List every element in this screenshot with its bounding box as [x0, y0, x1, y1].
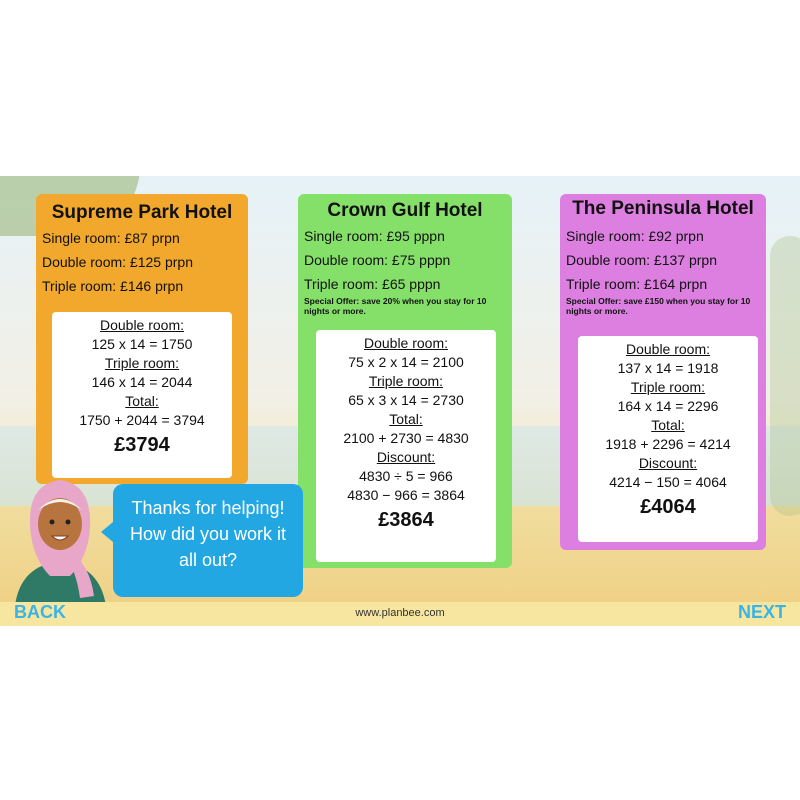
next-button[interactable]: NEXT	[737, 602, 786, 622]
character-avatar	[10, 466, 110, 606]
hotel-card-peninsula	[560, 194, 766, 550]
hotel-rate-double: Double room: £137 prpn	[566, 252, 717, 268]
hotel-rate-double: Double room: £75 pppn	[304, 252, 451, 268]
working-heading: Total:	[651, 417, 685, 433]
hotel-rate-triple: Triple room: £146 prpn	[42, 278, 184, 294]
working-heading: Double room:	[99, 317, 185, 333]
hotel-name: Crown Gulf Hotel	[327, 200, 483, 221]
working-panel	[52, 312, 232, 478]
hotel-rate-double: Double room: £125 prpn	[42, 254, 193, 270]
hotel-rate-triple: Triple room: £65 pppn	[304, 276, 441, 292]
palm-trunk-decoration	[770, 236, 800, 516]
footer-bar	[0, 602, 800, 626]
working-heading: Triple room:	[630, 379, 706, 395]
working-line: 4214 − 150 = 4064	[609, 474, 727, 490]
working-panel	[316, 330, 496, 562]
hotel-rate-triple: Triple room: £164 prpn	[566, 276, 708, 292]
working-line: 4830 ÷ 5 = 966	[359, 468, 453, 484]
hotel-card-supreme-park	[36, 194, 248, 484]
working-line: 164 x 14 = 2296	[617, 398, 719, 414]
working-line: 2100 + 2730 = 4830	[343, 430, 469, 446]
working-heading: Triple room:	[104, 355, 180, 371]
slide	[0, 176, 800, 626]
website-url: www.planbee.com	[355, 607, 445, 619]
speech-line: Thanks for helping!	[131, 498, 285, 518]
working-heading: Total:	[125, 393, 159, 409]
working-heading: Double room:	[363, 335, 449, 351]
working-panel	[578, 336, 758, 542]
working-heading: Double room:	[625, 341, 711, 357]
working-line: 75 x 2 x 14 = 2100	[348, 354, 464, 370]
special-offer: Special Offer: save £150 when you stay for 10 nights or more.	[566, 296, 751, 316]
hotel-rate-single: Single room: £87 prpn	[42, 230, 180, 246]
working-line: 125 x 14 = 1750	[91, 336, 193, 352]
working-heading: Discount:	[376, 449, 436, 465]
speech-line: How did you work it	[129, 524, 287, 544]
hotel-name: The Peninsula Hotel	[572, 198, 754, 219]
speech-bubble	[113, 484, 303, 597]
speech-line: all out?	[178, 550, 238, 570]
working-line: 146 x 14 = 2044	[91, 374, 193, 390]
working-line: 4830 − 966 = 3864	[347, 487, 465, 503]
working-heading: Triple room:	[368, 373, 444, 389]
hotel-card-crown-gulf	[298, 194, 512, 568]
working-total: £3794	[114, 434, 170, 456]
working-heading: Discount:	[638, 455, 698, 471]
hotel-name: Supreme Park Hotel	[51, 202, 233, 223]
special-offer: Special Offer: save 20% when you stay for 10 nights or more.	[304, 296, 487, 316]
hotel-rate-single: Single room: £95 pppn	[304, 228, 445, 244]
back-button[interactable]: BACK	[14, 602, 66, 622]
hotel-rate-single: Single room: £92 prpn	[566, 228, 704, 244]
working-line: 1918 + 2296 = 4214	[605, 436, 731, 452]
working-line: 65 x 3 x 14 = 2730	[348, 392, 464, 408]
working-total: £3864	[378, 509, 434, 531]
working-heading: Total:	[389, 411, 423, 427]
working-line: 1750 + 2044 = 3794	[79, 412, 205, 428]
working-line: 137 x 14 = 1918	[617, 360, 719, 376]
working-total: £4064	[640, 496, 696, 518]
